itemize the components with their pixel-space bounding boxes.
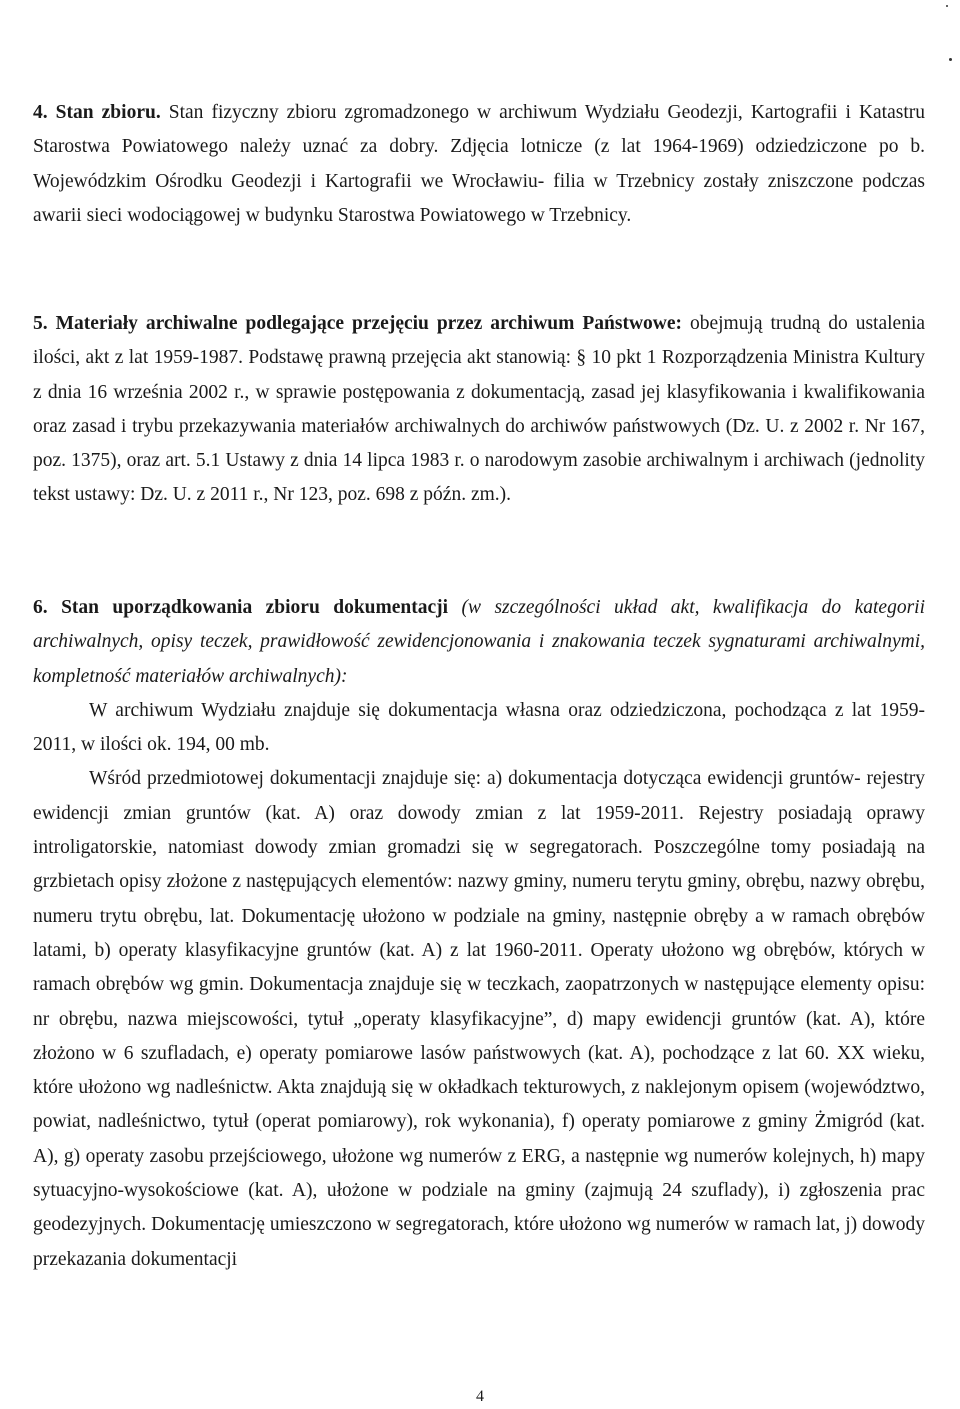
section-6-italic-note: (w szczególności układ akt, kwalifikacja do kategorii archiwalnych, opisy teczek, prawidłowość zewidencjonowania i znakowania teczek sygnaturami archiwalnymi, kompletność materiałów archiwalnych):	[33, 597, 926, 687]
section-6-paragraph-1: W archiwum Wydziału znajduje się dokumentacja własna oraz odziedziczona, pochodząca z lat 1959-2011, w ilości ok. 194, 00 mb.	[33, 699, 925, 756]
section-4	[33, 96, 925, 233]
scan-speck	[946, 5, 948, 7]
section-6-paragraph-2: Wśród przedmiotowej dokumentacji znajduje się: a) dokumentacja dotycząca ewidencji gruntów- rejestry ewidencji zmian gruntów (kat. A) oraz dowody zmian z lat 1959-2011. Rejestry posiadają oprawy introligatorskie, natomiast dowody zmian gromadzi się w segregatorach. Poszczególne tomy posiadają na grzbietach opisy złożone z następujących elementów: nazwy gminy, numeru terytu gminy, obrębu, nazwy obrębu, numeru trytu obrębu, lat. Dokumentację ułożono w podziale na gminy, następnie obręby a w ramach obrębów latami, b) operaty klasyfikacyjne gruntów (kat. A) z lat 1960-2011. Operaty ułożono wg obrębów, których w ramach obrębów wg gmin. Dokumentacja znajduje się w teczkach, zaopatrzonych w następujące elementy opisu: nr obrębu, nazwa miejscowości, tytuł „operaty klasyfikacyjne”, d) mapy ewidencji gruntów (kat. A), które złożono w 6 szufladach, e) operaty pomiarowe lasów państwowych (kat. A), pochodzące z lat 60. XX wieku, które ułożono wg nadleśnictw. Akta znajdują się w okładkach tekturowych, z naklejonym opisem (województwo, powiat, nadleśnictwo, tytuł (operat pomiarowy), rok wykonania), f) operaty pomiarowe z gminy Żmigród (kat. A), g) operaty zasobu przejściowego, ułożone wg numerów z ERG, a następnie wg numerów kolejnych, h) mapy sytuacyjno-wysokościowe (kat. A), ułożone w podziale na gminy (zajmują 24 szuflady), i) zgłoszenia prac geodezyjnych. Dokumentację umieszczono w segregatorach, które ułożono wg numerów w ramach lat, j) dowody przekazania dokumentacji	[33, 768, 925, 1270]
page-number: 4	[476, 1388, 484, 1405]
section-4-number: 4.	[33, 102, 48, 123]
section-5	[33, 307, 925, 513]
section-6-heading-block	[33, 591, 925, 694]
section-5-text: obejmują trudną do ustalenia ilości, akt z lat 1959-1987. Podstawę prawną przejęcia akt stanowią: § 10 pkt 1 Rozporządzenia Ministra Kultury z dnia 16 września 2002 r., w sprawie postępowania z dokumentacją, zasad jej klasyfikowania i kwalifikowania oraz zasad i trybu przekazywania materiałów archiwalnych do archiwów państwowych (Dz. U. z 2002 r. Nr 167, poz. 1375), oraz art. 5.1 Ustawy z dnia 14 lipca 1983 r. o narodowym zasobie archiwalnym i archiwach (jednolity tekst ustawy: Dz. U. z 2011 r., Nr 123, poz. 698 z późn. zm.).	[33, 313, 926, 506]
section-6-heading: Stan uporządkowania zbioru dokumentacji	[61, 597, 449, 618]
section-6	[33, 591, 925, 1277]
section-6-number: 6.	[33, 597, 48, 618]
section-4-text: Stan fizyczny zbioru zgromadzonego w archiwum Wydziału Geodezji, Kartografii i Katastru Starostwa Powiatowego należy uznać za dobry. Zdjęcia lotnicze (z lat 1964-1969) odziedziczone po b. Wojewódzkim Ośrodku Geodezji i Kartografii we Wrocławiu- filia w Trzebnicy zostały zniszczone podczas awarii sieci wodociągowej w budynku Starostwa Powiatowego w Trzebnicy.	[33, 102, 926, 226]
scan-speck	[949, 58, 952, 61]
section-5-heading: Materiały archiwalne podlegające przejęciu przez archiwum Państwowe:	[55, 313, 683, 334]
section-5-number: 5.	[33, 313, 48, 334]
section-4-heading: Stan zbioru.	[55, 102, 161, 123]
